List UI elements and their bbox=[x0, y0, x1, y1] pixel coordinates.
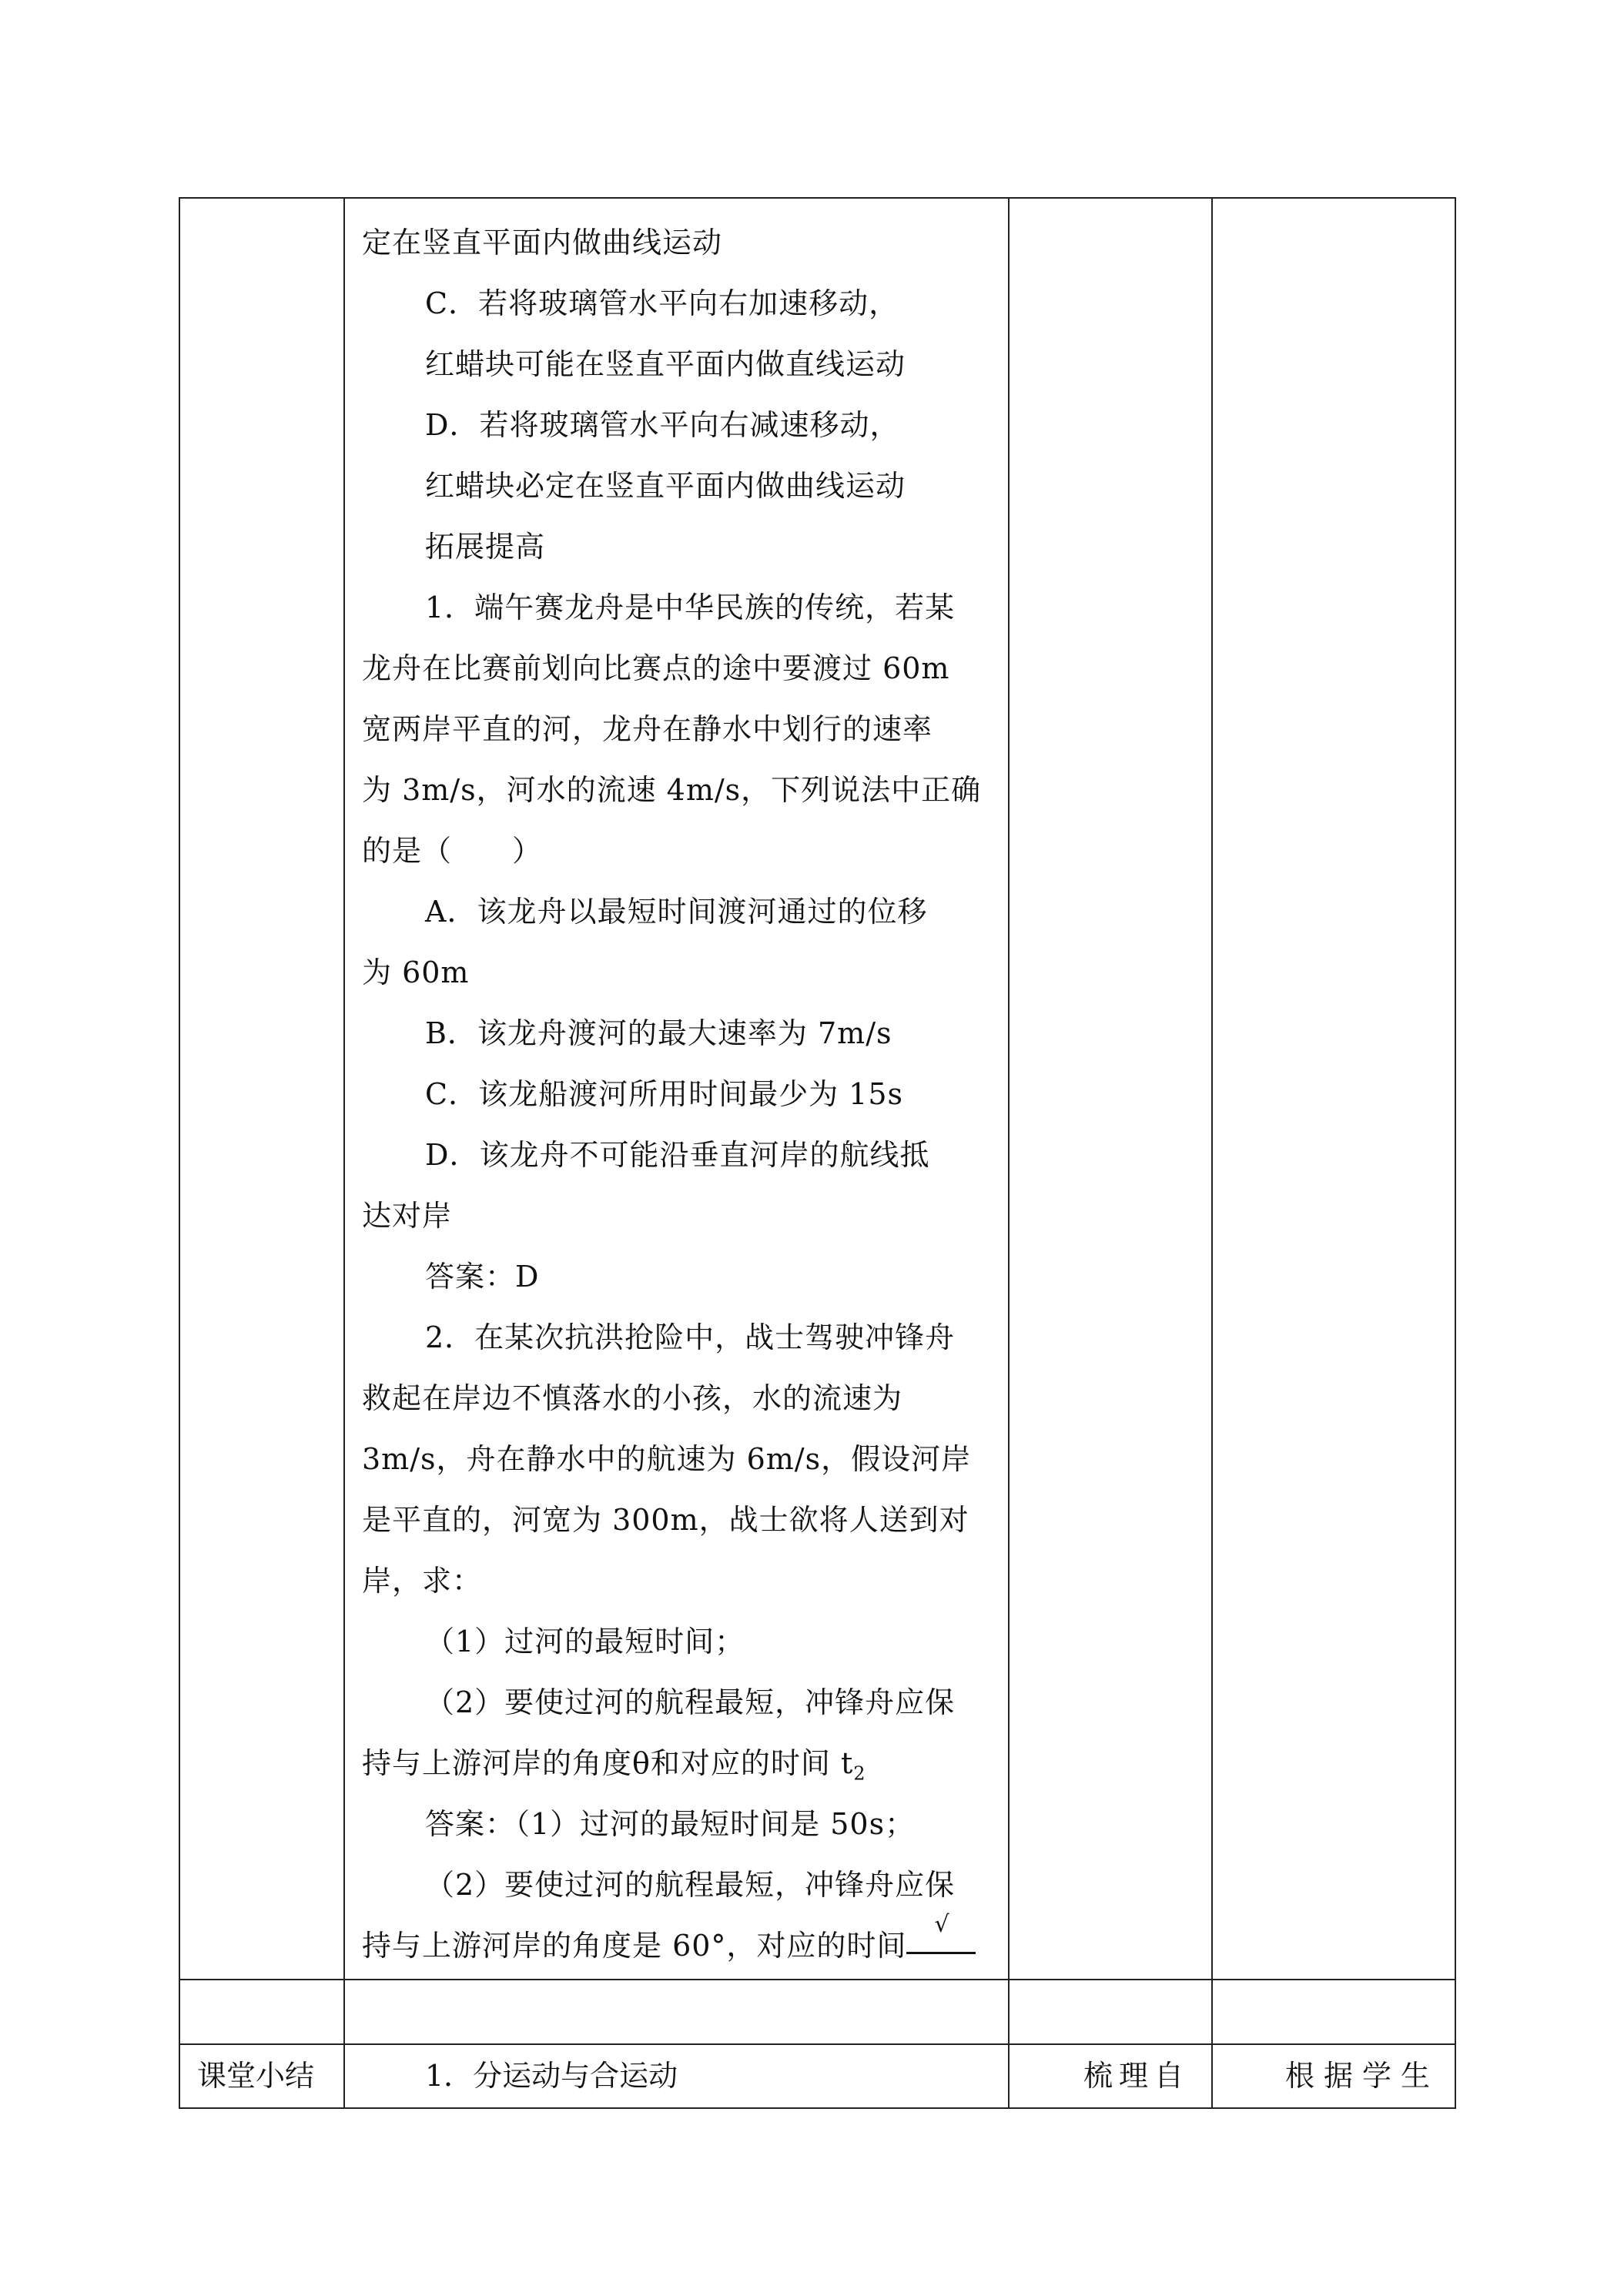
line-text: （2）要使过河的航程最短，冲锋舟应保 bbox=[425, 1685, 956, 1719]
summary-col3-text: 梳理自 bbox=[1083, 2059, 1190, 2093]
summary-label-cell bbox=[179, 2044, 344, 2108]
text-line bbox=[362, 699, 993, 760]
line-text: D．若将玻璃管水平向右减速移动， bbox=[425, 408, 900, 442]
table-cell-empty bbox=[1212, 198, 1455, 1980]
text-line bbox=[362, 273, 993, 334]
table-cell-empty bbox=[1009, 198, 1212, 1980]
line-text: 3m/s，舟在静水中的航速为 6m/s，假设河岸 bbox=[362, 1442, 972, 1476]
summary-col4-cell bbox=[1212, 2044, 1455, 2108]
line-text: 答案：D bbox=[425, 1260, 540, 1294]
text-line bbox=[362, 456, 993, 517]
line-text: 红蜡块必定在竖直平面内做曲线运动 bbox=[425, 469, 906, 503]
text-line bbox=[362, 1307, 993, 1368]
text-line bbox=[362, 334, 993, 395]
line-text: 1．端午赛龙舟是中华民族的传统，若某 bbox=[425, 591, 956, 624]
text-line bbox=[362, 1186, 993, 1247]
main-content bbox=[345, 199, 1008, 1976]
summary-content-cell bbox=[344, 2044, 1009, 2108]
fraction-sqrt-icon bbox=[906, 1911, 976, 1956]
line-text: 持与上游河岸的角度是 60°，对应的时间 bbox=[362, 1929, 907, 1963]
line-text: 持与上游河岸的角度θ和对应的时间 t bbox=[362, 1746, 854, 1780]
line-text: 的是（ ） bbox=[362, 834, 543, 868]
text-line bbox=[362, 1911, 993, 1976]
line-text: 是平直的，河宽为 300m，战士欲将人送到对 bbox=[362, 1503, 969, 1537]
radical-sign: √ bbox=[934, 1911, 950, 1938]
text-line bbox=[362, 1855, 993, 1916]
summary-col4-text: 根据学生 bbox=[1284, 2059, 1439, 2093]
line-text: B．该龙舟渡河的最大速率为 7m/s bbox=[425, 1016, 892, 1050]
text-line bbox=[362, 1003, 993, 1064]
main-content-cell bbox=[344, 198, 1009, 1980]
line-text: 答案：（1）过河的最短时间是 50s； bbox=[425, 1807, 916, 1841]
text-line bbox=[362, 760, 993, 821]
line-text: （1）过河的最短时间； bbox=[425, 1625, 745, 1658]
subscript: 2 bbox=[853, 1762, 866, 1785]
line-text: 为 60m bbox=[362, 956, 470, 989]
line-text: 救起在岸边不慎落水的小孩，水的流速为 bbox=[362, 1381, 903, 1415]
text-line bbox=[362, 882, 993, 942]
summary-label: 课堂小结 bbox=[197, 2059, 315, 2093]
line-text: 达对岸 bbox=[362, 1199, 453, 1233]
text-line bbox=[362, 1490, 993, 1551]
line-text: 拓展提高 bbox=[425, 530, 546, 564]
line-text: A．该龙舟以最短时间渡河通过的位移 bbox=[425, 895, 928, 929]
table-cell-empty bbox=[179, 198, 344, 1980]
summary-col3-cell bbox=[1009, 2044, 1212, 2108]
text-line bbox=[362, 1247, 993, 1307]
table-cell-empty bbox=[344, 1980, 1009, 2044]
text-line bbox=[362, 517, 993, 577]
line-text: 2．在某次抗洪抢险中，战士驾驶冲锋舟 bbox=[425, 1320, 956, 1354]
table-cell-empty bbox=[1212, 1980, 1455, 2044]
text-line bbox=[362, 1612, 993, 1672]
text-line bbox=[362, 1551, 993, 1612]
lesson-table bbox=[179, 197, 1456, 2109]
line-text: 定在竖直平面内做曲线运动 bbox=[362, 226, 723, 259]
table-row bbox=[179, 2044, 1455, 2108]
line-text: C．该龙船渡河所用时间最少为 15s bbox=[425, 1077, 904, 1111]
text-line bbox=[362, 821, 993, 882]
text-line bbox=[362, 1672, 993, 1733]
table-cell-empty bbox=[1009, 1980, 1212, 2044]
table-row bbox=[179, 1980, 1455, 2044]
line-text: （2）要使过河的航程最短，冲锋舟应保 bbox=[425, 1868, 956, 1902]
text-line bbox=[362, 213, 993, 273]
line-text: 为 3m/s，河水的流速 4m/s，下列说法中正确 bbox=[362, 773, 982, 807]
line-text: 岸，求： bbox=[362, 1564, 483, 1598]
line-text: 宽两岸平直的河，龙舟在静水中划行的速率 bbox=[362, 712, 933, 746]
text-line bbox=[362, 1064, 993, 1125]
line-text: 龙舟在比赛前划向比赛点的途中要渡过 60m bbox=[362, 651, 950, 685]
fraction-bar bbox=[906, 1952, 976, 1954]
text-line bbox=[362, 577, 993, 638]
text-line bbox=[362, 1794, 993, 1855]
text-line bbox=[362, 1429, 993, 1490]
text-line bbox=[362, 1368, 993, 1429]
text-line bbox=[362, 395, 993, 456]
text-line bbox=[362, 1125, 993, 1186]
table-row bbox=[179, 198, 1455, 1980]
line-text: C．若将玻璃管水平向右加速移动， bbox=[425, 286, 899, 320]
text-line bbox=[362, 1733, 993, 1794]
text-line bbox=[362, 638, 993, 699]
text-line bbox=[362, 942, 993, 1003]
table-cell-empty bbox=[179, 1980, 344, 2044]
line-text: D．该龙舟不可能沿垂直河岸的航线抵 bbox=[425, 1138, 930, 1172]
summary-content: 1．分运动与合运动 bbox=[425, 2059, 678, 2093]
line-text: 红蜡块可能在竖直平面内做直线运动 bbox=[425, 347, 906, 381]
